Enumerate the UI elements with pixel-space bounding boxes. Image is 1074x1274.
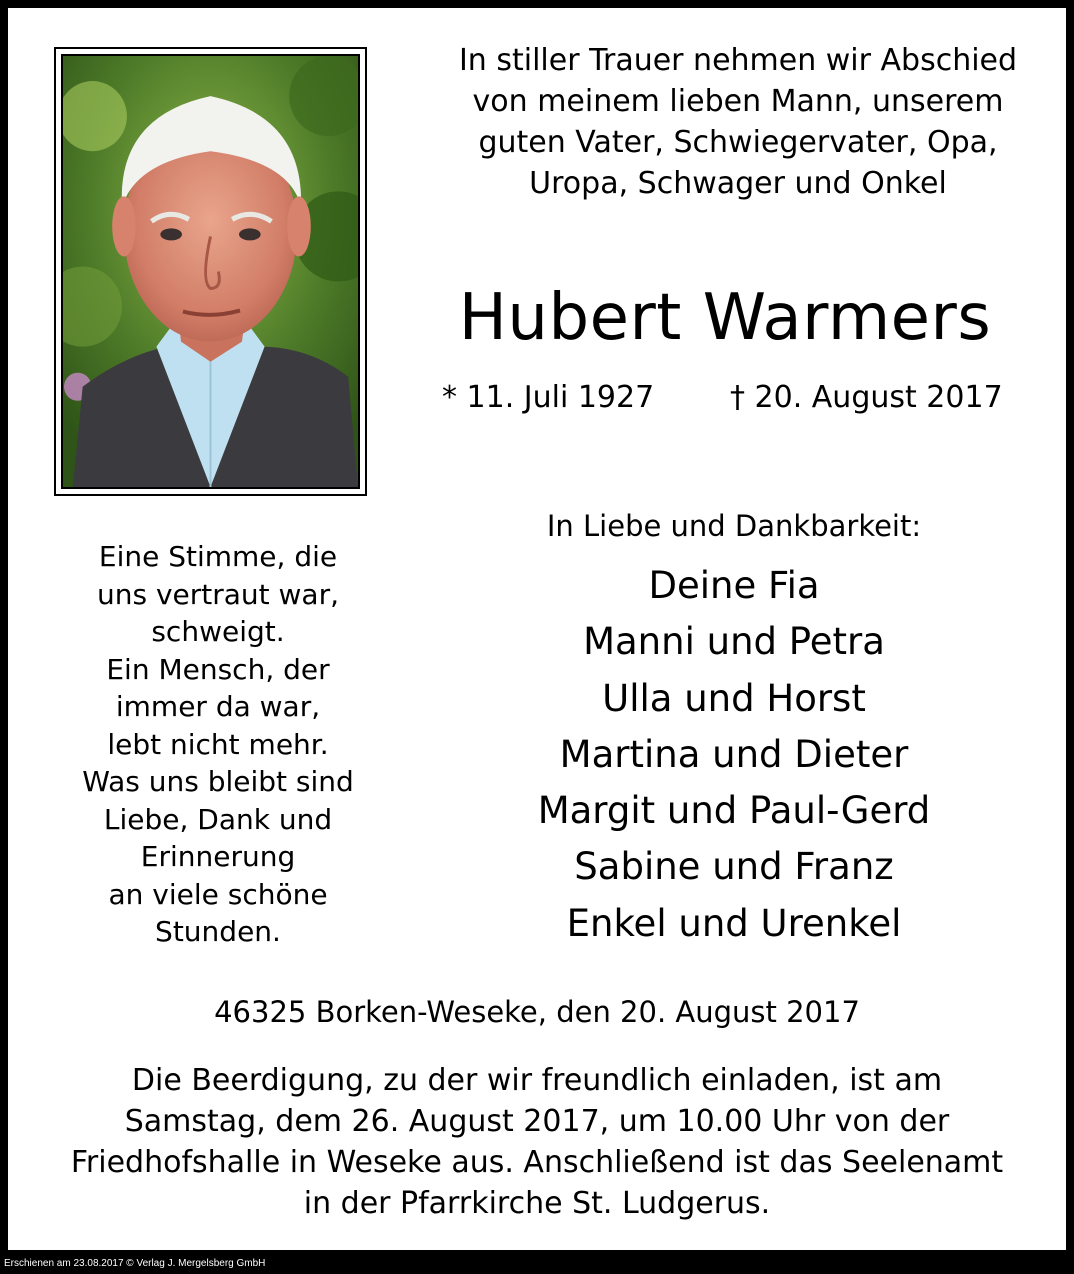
intro-text [408,40,1068,204]
poem-line: uns vertraut war, [96,577,340,611]
poem-line: Stunden. [155,915,281,948]
funeral-line: Samstag, dem 26. August 2017, um 10.00 Uhr von der [124,1104,950,1139]
poem-line: schweigt. [151,615,285,648]
family-member: Enkel und Urenkel [566,901,902,945]
poem-line: Erinnerung [140,840,296,873]
intro-line: In stiller Trauer nehmen wir Abschied [458,43,1018,78]
place-date: 46325 Borken-Weseke, den 20. August 2017 [214,995,860,1029]
birth-date: * 11. Juli 1927 [442,380,655,415]
intro-line: Uropa, Schwager und Onkel [529,166,947,201]
poem-line: Eine Stimme, die [98,540,338,573]
poem-line: Ein Mensch, der [106,652,330,686]
death-date: † 20. August 2017 [730,380,1003,415]
funeral-line: Die Beerdigung, zu der wir freundlich einladen, ist am [131,1063,943,1098]
thanks-heading: In Liebe und Dankbarkeit: [546,509,922,543]
poem-line: Liebe, Dank und [103,802,333,836]
family-member: Manni und Petra [583,620,885,664]
funeral-line: in der Pfarrkirche St. Ludgerus. [303,1186,771,1221]
poem-line: immer da war, [115,690,321,723]
funeral-line: Friedhofshalle in Weseke aus. Anschließend ist das Seelenamt [70,1145,1004,1180]
portrait-illustration [63,56,358,487]
portrait-frame [54,47,367,496]
family-member: Deine Fia [648,564,820,607]
poem-line: Was uns bleibt sind [82,765,354,798]
poem-line: an viele schöne [108,877,328,911]
intro-line: guten Vater, Schwiegervater, Opa, [478,125,998,160]
intro-line: von meinem lieben Mann, unserem [472,84,1004,119]
portrait-photo [61,54,360,489]
family-member: Martina und Dieter [559,732,909,776]
deceased-name: Hubert Warmers [458,281,992,355]
poem [46,538,390,951]
funeral-notice [0,1060,1074,1224]
family-member: Ulla und Horst [602,676,866,720]
family-member: Margit und Paul-Gerd [537,789,931,833]
publication-footer: Erschienen am 23.08.2017 © Verlag J. Mergelsberg GmbH [4,1258,266,1269]
family-member: Sabine und Franz [574,845,894,889]
family-list [454,558,1014,952]
poem-line: lebt nicht mehr. [107,727,329,761]
